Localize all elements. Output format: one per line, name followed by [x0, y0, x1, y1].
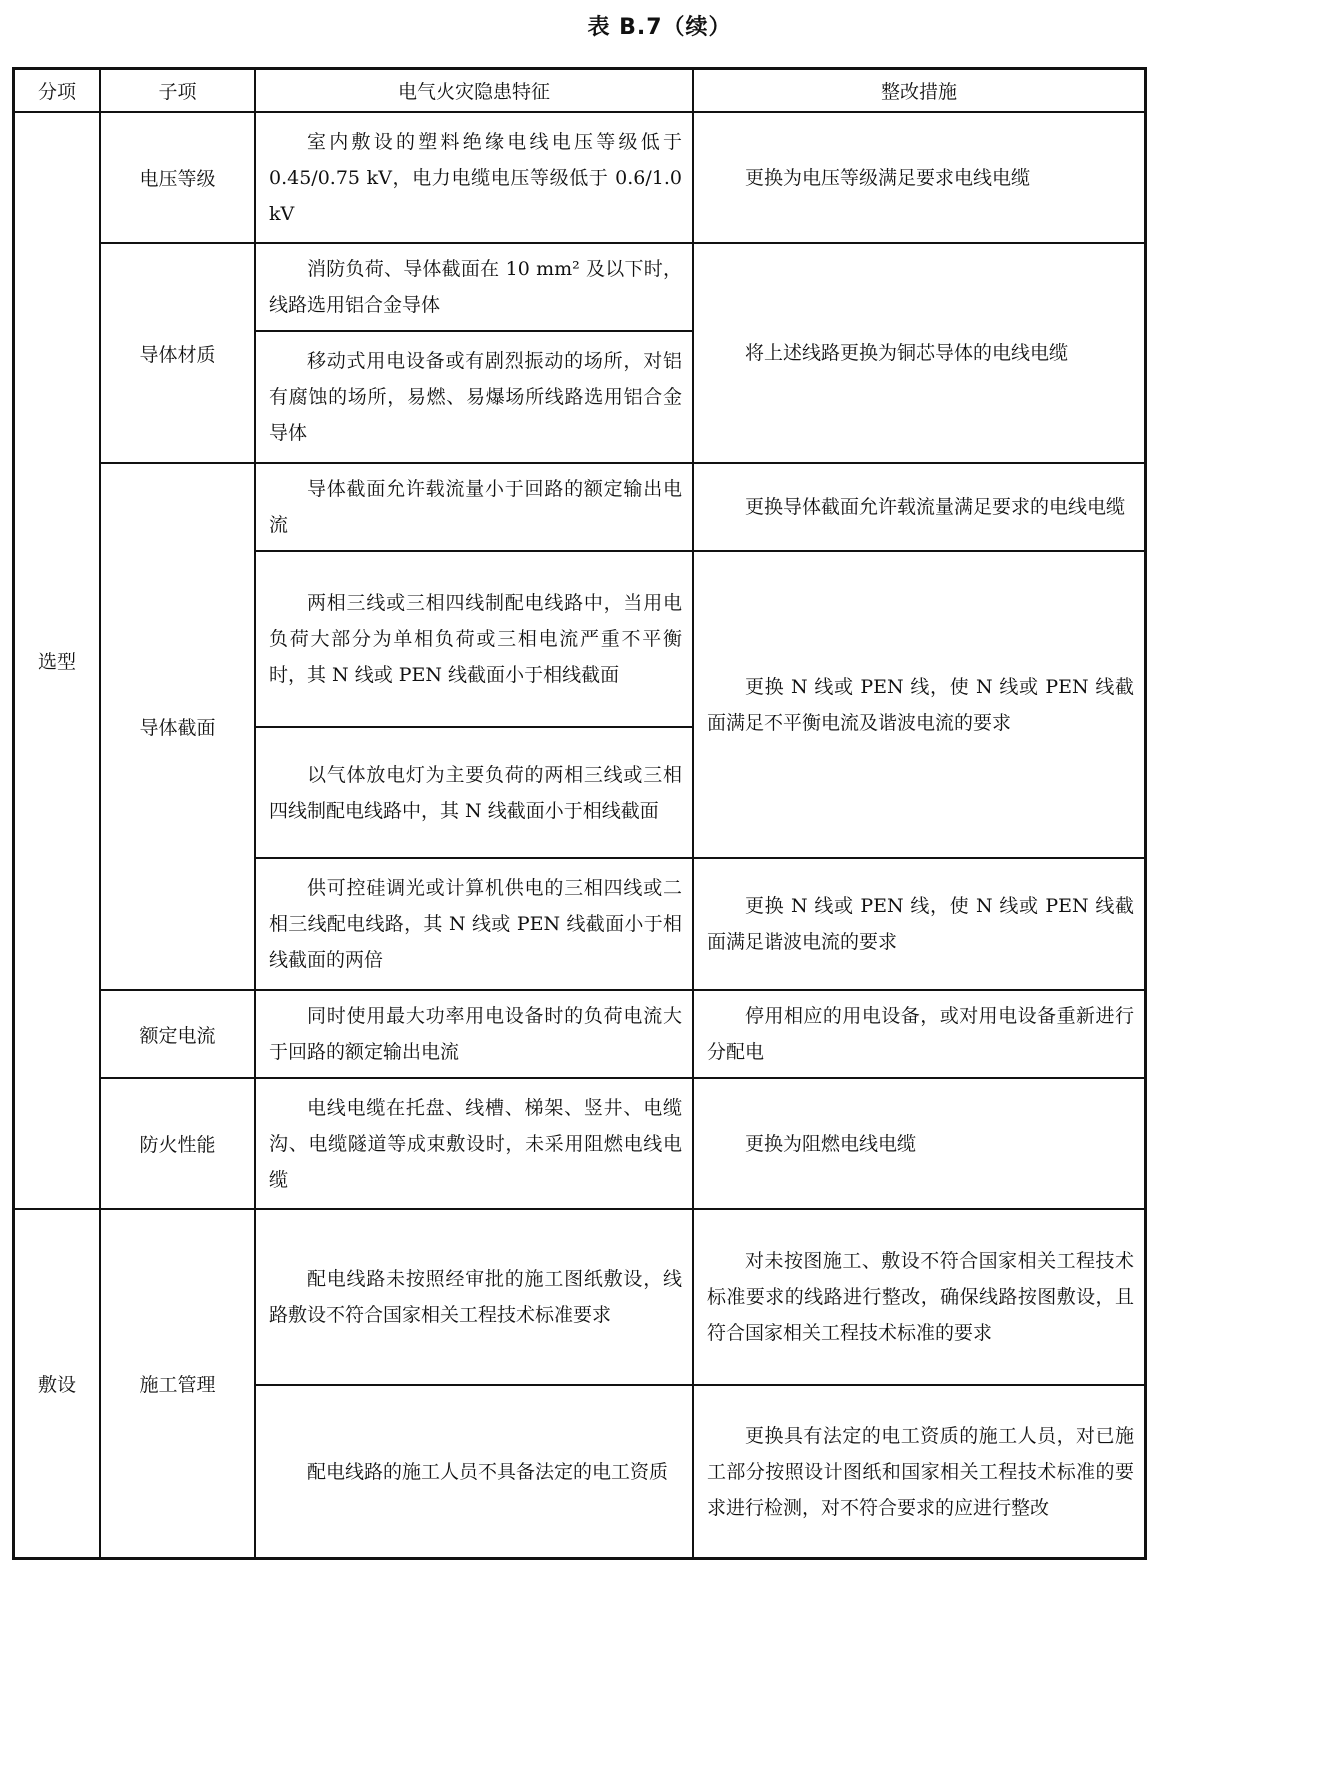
feature-cell	[256, 332, 694, 464]
category-cell: 敷设	[15, 1210, 101, 1557]
feature-text: 消防负荷、导体截面在 10 mm² 及以下时，线路选用铝合金导体	[269, 258, 682, 316]
feature-text: 同时使用最大功率用电设备时的负荷电流大于回路的额定输出电流	[269, 1005, 682, 1063]
subitem-cell: 防火性能	[101, 1079, 256, 1210]
measure-text: 更换导体截面允许载流量满足要求的电线电缆	[745, 496, 1126, 518]
feature-cell	[256, 859, 694, 991]
measure-cell	[694, 244, 1144, 464]
measure-text: 更换为电压等级满足要求电线电缆	[745, 166, 1031, 189]
feature-cell	[256, 552, 694, 728]
hazard-table	[12, 67, 1147, 1560]
header-subitem: 子项	[101, 70, 256, 113]
feature-text: 移动式用电设备或有剧烈振动的场所，对铝有腐蚀的场所，易燃、易爆场所线路选用铝合金导体	[269, 350, 682, 444]
feature-text: 导体截面允许载流量小于回路的额定输出电流	[269, 478, 682, 536]
measure-cell	[694, 1386, 1144, 1557]
subitem-cell: 施工管理	[101, 1210, 256, 1557]
subitem-cell: 额定电流	[101, 991, 256, 1079]
measure-text: 更换 N 线或 PEN 线，使 N 线或 PEN 线截面满足谐波电流的要求	[707, 895, 1134, 953]
feature-cell	[256, 991, 694, 1079]
header-feature: 电气火灾隐患特征	[256, 70, 694, 113]
feature-cell	[256, 113, 694, 244]
measure-text: 更换 N 线或 PEN 线，使 N 线或 PEN 线截面满足不平衡电流及谐波电流的要求	[707, 675, 1134, 734]
measure-text: 对未按图施工、敷设不符合国家相关工程技术标准要求的线路进行整改，确保线路按图敷设，且符合国家相关工程技术标准的要求	[707, 1250, 1134, 1344]
feature-text: 配电线路未按照经审批的施工图纸敷设，线路敷设不符合国家相关工程技术标准要求	[269, 1268, 682, 1326]
feature-text: 供可控硅调光或计算机供电的三相四线或二相三线配电线路，其 N 线或 PEN 线截面小于相线截面的两倍	[269, 877, 682, 971]
feature-cell	[256, 728, 694, 859]
measure-text: 更换为阻燃电线电缆	[745, 1132, 917, 1155]
subitem-cell: 导体截面	[101, 464, 256, 991]
measure-text: 将上述线路更换为铜芯导体的电线电缆	[745, 342, 1069, 364]
feature-cell	[256, 1079, 694, 1210]
header-measure: 整改措施	[694, 70, 1144, 113]
measure-cell	[694, 1210, 1144, 1386]
header-category: 分项	[15, 70, 101, 113]
subitem-cell: 电压等级	[101, 113, 256, 244]
feature-text: 以气体放电灯为主要负荷的两相三线或三相四线制配电线路中，其 N 线截面小于相线截面	[269, 763, 682, 822]
measure-cell	[694, 991, 1144, 1079]
feature-text: 配电线路的施工人员不具备法定的电工资质	[307, 1460, 669, 1483]
feature-cell	[256, 1210, 694, 1386]
measure-text: 停用相应的用电设备，或对用电设备重新进行分配电	[707, 1005, 1134, 1063]
measure-cell	[694, 1079, 1144, 1210]
feature-text: 电线电缆在托盘、线槽、梯架、竖井、电缆沟、电缆隧道等成束敷设时，未采用阻燃电线电缆	[269, 1096, 682, 1191]
measure-cell	[694, 464, 1144, 552]
feature-cell	[256, 464, 694, 552]
feature-text: 两相三线或三相四线制配电线路中，当用电负荷大部分为单相负荷或三相电流严重不平衡时，其 N 线或 PEN 线截面小于相线截面	[269, 592, 682, 686]
category-cell: 选型	[15, 113, 101, 1210]
feature-cell	[256, 244, 694, 332]
measure-cell	[694, 859, 1144, 991]
subitem-cell: 导体材质	[101, 244, 256, 464]
feature-cell	[256, 1386, 694, 1557]
measure-text: 更换具有法定的电工资质的施工人员，对已施工部分按照设计图纸和国家相关工程技术标准的要求进行检测，对不符合要求的应进行整改	[707, 1424, 1134, 1519]
measure-cell	[694, 552, 1144, 859]
table-title: 表 B.7（续）	[587, 15, 732, 40]
measure-cell	[694, 113, 1144, 244]
feature-text: 室内敷设的塑料绝缘电线电压等级低于0.45/0.75 kV，电力电缆电压等级低于 0.6/1.0 kV	[269, 130, 682, 225]
